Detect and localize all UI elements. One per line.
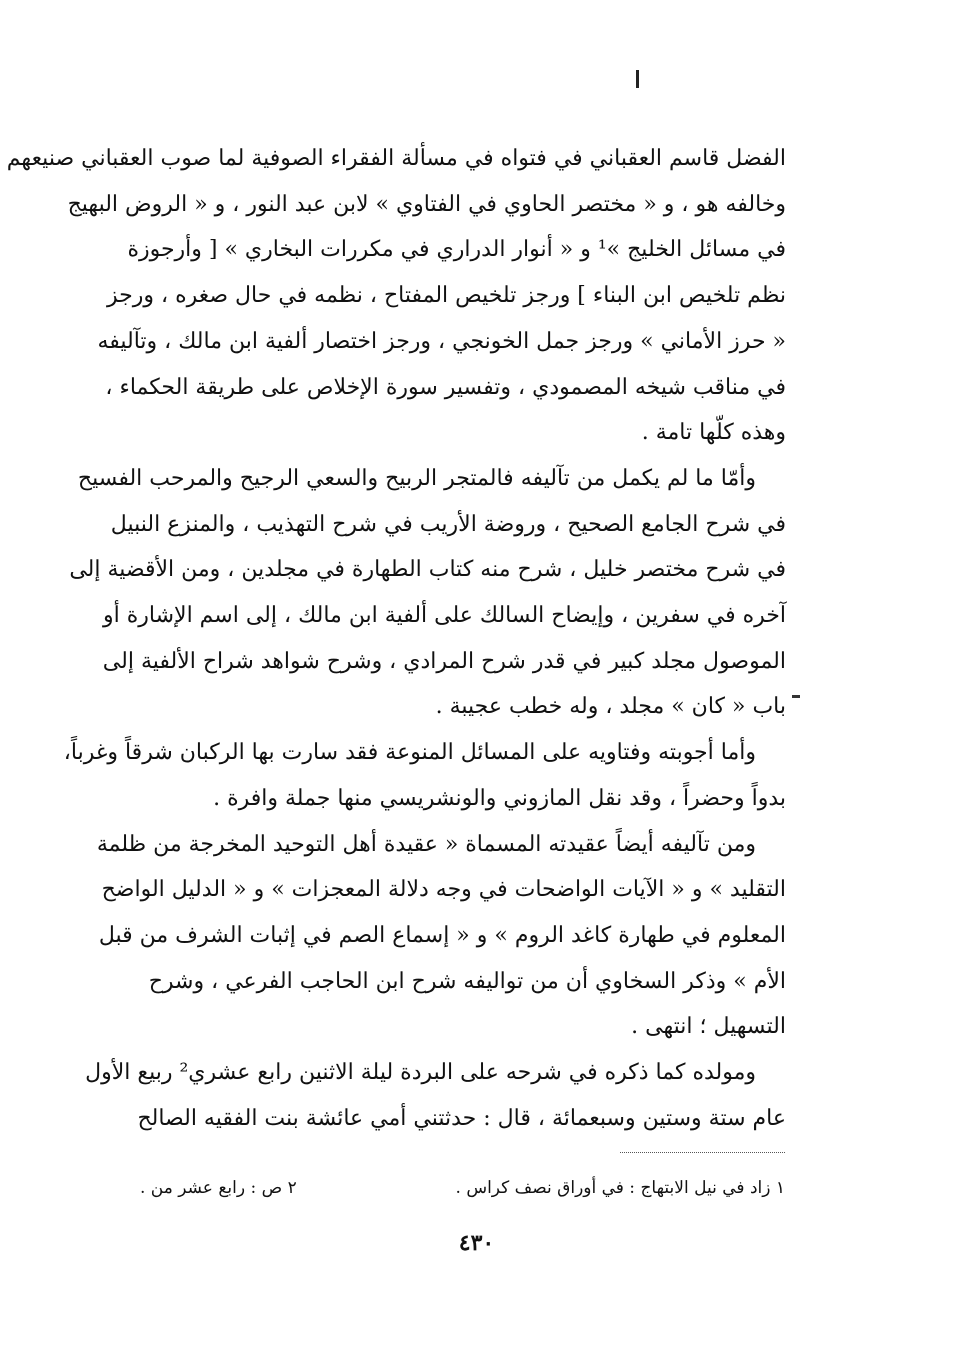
text-line-7: وهذه كلّها تامة . bbox=[641, 420, 786, 446]
text-line-18: المعلوم في طهارة كاغد الروم » و « إسماع الصم في إثبات الشرف من قبل bbox=[98, 922, 786, 948]
text-line-2: وخالفه هو ، و « مختصر الحاوي في الفتاوي » لابن عبد النور ، و « الروض البهيج bbox=[67, 191, 786, 217]
text-line-14: وأما أجوبته وفتاويه على المسائل المنوعة فقد سارت بها الركبان شرقاً وغرباً، bbox=[63, 740, 756, 766]
footnote-separator bbox=[620, 1152, 785, 1153]
page-number: ٤٣٠ bbox=[458, 1230, 495, 1256]
text-line-8: وأمّا ما لم يكمل من تآليفه فالمتجر الربيح والسعي الرجيح والمرحب الفسيح bbox=[77, 465, 756, 491]
main-text-block bbox=[6, 136, 786, 1141]
text-line-21: ومولده كما ذكره في شرحه على البردة ليلة الاثنين رابع عشري² ربيع الأول bbox=[85, 1060, 756, 1086]
margin-tick-mark bbox=[792, 695, 800, 698]
text-line-19: الأم » وذكر السخاوي أن من تواليفه شرح ابن الحاجب الفرعي ، وشرح bbox=[148, 968, 786, 994]
text-line-10: في شرح مختصر خليل ، شرح منه كتاب الطهارة في مجلدين ، ومن الأقضية إلى bbox=[69, 557, 786, 583]
text-line-3: في مسائل الخليج »¹ و « أنوار الدراري في مكررات البخاري » [ وأرجوزة bbox=[127, 237, 786, 263]
text-line-17: التقليد » و « الآيات الواضحات في وجه دلالة المعجزات » و « الدليل الواضح bbox=[101, 877, 786, 903]
text-line-4: نظم تلخيص ابن البناء ] ورجز تلخيص المفتاح ، نظمه في حال صغره ، ورجز bbox=[107, 283, 786, 309]
top-margin-mark bbox=[636, 70, 639, 88]
text-line-1: الفضل قاسم العقباني في فتواه في مسألة الفقراء الصوفية لما صوب العقباني صنيعهم bbox=[6, 146, 786, 171]
footnote-2: ٢ ص : رابع عشر من . bbox=[140, 1178, 297, 1198]
text-line-6: في مناقب شيخه المصمودي ، وتفسير سورة الإخلاص على طريقة الحكماء ، bbox=[105, 374, 786, 400]
text-line-11: آخره في سفرين ، وإيضاح السالك على ألفية ابن مالك ، إلى اسم الإشارة أو bbox=[103, 603, 786, 629]
text-line-15: بدواً وحضراً ، وقد نقل المازوني والونشريسي منها جملة وافرة . bbox=[213, 785, 786, 811]
text-line-13: باب « كان » مجلد ، وله خطب عجيبة . bbox=[435, 694, 786, 720]
footnote-1: ١ زاد في نيل الابتهاج : في أوراق نصف كراس . bbox=[455, 1178, 785, 1198]
footnotes bbox=[140, 1178, 785, 1198]
text-line-22: عام ستة وستين وسبعمائة ، قال : حدثتني أمي عائشة بنت الفقيه الصالح bbox=[137, 1105, 786, 1131]
text-line-16: ومن تآليفه أيضاً عقيدته المسماة « عقيدة أهل التوحيد المخرجة من ظلمة bbox=[96, 831, 756, 857]
text-line-9: في شرح الجامع الصحيح ، وروضة الأريب في شرح التهذيب ، والمنزع النبيل bbox=[110, 511, 786, 537]
text-line-5: « حرز الأماني » ورجز جمل الخونجي ، ورجز اختصار ألفية ابن مالك ، وتآليفه bbox=[97, 328, 786, 354]
text-line-20: التسهيل ؛ انتهى . bbox=[631, 1014, 786, 1040]
text-line-12: الموصول مجلد كبير في قدر شرح المرادي ، وشرح شواهد شراح الألفية إلى bbox=[102, 648, 786, 674]
